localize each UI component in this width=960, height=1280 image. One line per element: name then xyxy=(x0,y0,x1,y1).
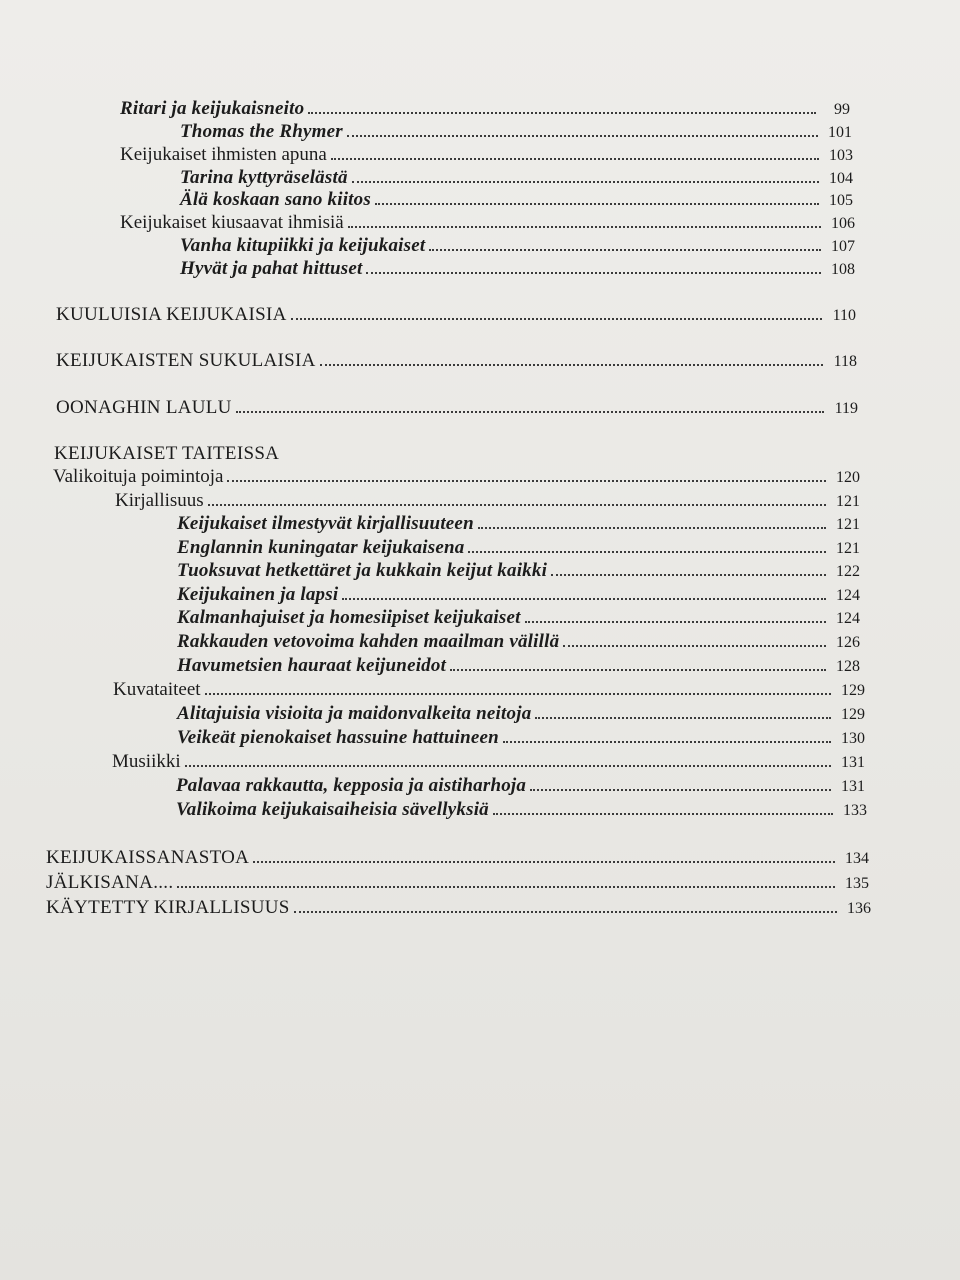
toc-entry-title: Rakkauden vetovoima kahden maailman välillä xyxy=(177,631,560,652)
toc-entry xyxy=(177,513,860,536)
toc-section-page: 110 xyxy=(832,307,856,324)
toc-entry-title: Musiikki xyxy=(112,751,181,772)
toc-entry xyxy=(115,490,860,513)
dot-leader xyxy=(347,135,818,137)
toc-entry-page: 121 xyxy=(836,516,860,533)
toc-entry xyxy=(180,189,853,212)
dot-leader xyxy=(530,789,831,791)
toc-entry-title: Keijukaiset ihmisten apuna xyxy=(120,144,327,165)
toc-section-page: 136 xyxy=(847,900,871,917)
toc-section xyxy=(56,350,857,373)
toc-section-page: 134 xyxy=(845,850,869,867)
toc-entry-title: Keijukaiset ilmestyvät kirjallisuuteen xyxy=(177,513,474,534)
toc-entry xyxy=(176,775,865,798)
toc-section-title: KÄYTETTY KIRJALLISUUS xyxy=(46,897,290,918)
toc-entry-page: 104 xyxy=(829,170,853,187)
toc-section-page: 118 xyxy=(833,353,857,370)
toc-entry-title: Älä koskaan sano kiitos xyxy=(180,189,371,210)
toc-entry-title: Kalmanhajuiset ja homesiipiset keijukaiset xyxy=(177,607,521,628)
toc-entry xyxy=(53,466,860,489)
toc-entry xyxy=(177,584,860,607)
toc-entry xyxy=(180,121,852,144)
toc-entry xyxy=(112,751,865,774)
dot-leader xyxy=(429,249,821,251)
toc-entry-title: Tarina kyttyräselästä xyxy=(180,167,348,188)
dot-leader xyxy=(450,669,826,671)
dot-leader xyxy=(177,886,835,888)
toc-entry xyxy=(177,537,860,560)
toc-entry-page: 121 xyxy=(836,540,860,557)
toc-section-title: KEIJUKAISSANASTOA xyxy=(46,847,250,868)
dot-leader xyxy=(308,112,816,114)
toc-entry-title: Kuvataiteet xyxy=(113,679,201,700)
toc-entry xyxy=(177,727,865,750)
toc-entry-page: 124 xyxy=(836,587,860,604)
toc-section-title: JÄLKISANA.... xyxy=(46,872,174,893)
toc-entry-title: Valikoima keijukaisaiheisia sävellyksiä xyxy=(176,799,489,820)
dot-leader xyxy=(205,693,831,695)
dot-leader xyxy=(208,504,826,506)
dot-leader xyxy=(352,181,819,183)
toc-entry-page: 99 xyxy=(834,101,850,118)
toc-section xyxy=(46,872,869,895)
toc-entry xyxy=(177,703,865,726)
toc-entry xyxy=(180,167,853,190)
toc-entry xyxy=(177,655,860,678)
dot-leader xyxy=(375,203,819,205)
dot-leader xyxy=(185,765,831,767)
toc-entry-page: 121 xyxy=(836,493,860,510)
toc-entry-page: 103 xyxy=(829,147,853,164)
dot-leader xyxy=(493,813,833,815)
toc-entry xyxy=(113,679,865,702)
toc-section-page: 135 xyxy=(845,875,869,892)
dot-leader xyxy=(331,158,819,160)
dot-leader xyxy=(342,598,826,600)
dot-leader xyxy=(525,621,826,623)
toc-entry xyxy=(120,98,850,121)
toc-entry xyxy=(177,560,860,583)
toc-entry xyxy=(177,607,860,630)
toc-entry-title: Havumetsien hauraat keijuneidot xyxy=(177,655,447,676)
dot-leader xyxy=(468,551,826,553)
toc-section xyxy=(46,897,871,920)
toc-entry-page: 105 xyxy=(829,192,853,209)
toc-section xyxy=(56,397,858,420)
dot-leader xyxy=(563,645,826,647)
toc-section xyxy=(46,847,869,870)
toc-entry xyxy=(176,799,867,822)
toc-entry xyxy=(180,258,855,281)
toc-entry-page: 129 xyxy=(841,682,865,699)
toc-entry xyxy=(180,235,855,258)
toc-entry-page: 101 xyxy=(828,124,852,141)
toc-entry-title: Veikeät pienokaiset hassuine hattuineen xyxy=(177,727,499,748)
toc-entry-page: 120 xyxy=(836,469,860,486)
toc-entry-title: Keijukaiset kiusaavat ihmisiä xyxy=(120,212,344,233)
toc-entry-page: 107 xyxy=(831,238,855,255)
dot-leader xyxy=(551,574,826,576)
toc-entry-title: Palavaa rakkautta, kepposia ja aistiharhoja xyxy=(176,775,527,796)
dot-leader xyxy=(227,480,826,482)
toc-section-title: OONAGHIN LAULU xyxy=(56,397,232,418)
dot-leader xyxy=(366,272,821,274)
toc-entry-title: Thomas the Rhymer xyxy=(180,121,343,142)
toc-entry-title: Alitajuisia visioita ja maidonvalkeita neitoja xyxy=(177,703,532,724)
toc-entry xyxy=(120,212,855,235)
toc-entry-title: Valikoituja poimintoja xyxy=(53,466,224,487)
toc-entry-title: Kirjallisuus xyxy=(115,490,204,511)
toc-entry-title: Englannin kuningatar keijukaisena xyxy=(177,537,465,558)
toc-section-title: KEIJUKAISTEN SUKULAISIA xyxy=(56,350,316,371)
toc-entry-title: Tuoksuvat hetkettäret ja kukkain keijut kaikki xyxy=(177,560,548,581)
toc-entry xyxy=(177,631,860,654)
dot-leader xyxy=(291,318,822,320)
section-heading: KEIJUKAISET TAITEISSA xyxy=(54,443,280,464)
dot-leader xyxy=(236,411,824,413)
toc-entry-page: 128 xyxy=(836,658,860,675)
dot-leader xyxy=(253,861,835,863)
dot-leader xyxy=(478,527,826,529)
toc-section xyxy=(56,304,856,327)
toc-entry-title: Hyvät ja pahat hittuset xyxy=(180,258,363,279)
toc-entry-page: 124 xyxy=(836,610,860,627)
dot-leader xyxy=(535,717,831,719)
toc-entry-page: 131 xyxy=(841,778,865,795)
toc-section-page: 119 xyxy=(834,400,858,417)
toc-section-title: KUULUISIA KEIJUKAISIA xyxy=(56,304,287,325)
toc-entry-page: 129 xyxy=(841,706,865,723)
toc-entry-page: 122 xyxy=(836,563,860,580)
toc-entry-page: 133 xyxy=(843,802,867,819)
dot-leader xyxy=(294,911,837,913)
dot-leader xyxy=(503,741,831,743)
toc-entry xyxy=(120,144,853,167)
dot-leader xyxy=(348,226,821,228)
dot-leader xyxy=(320,364,823,366)
toc-entry-title: Keijukainen ja lapsi xyxy=(177,584,339,605)
toc-entry-title: Vanha kitupiikki ja keijukaiset xyxy=(180,235,426,256)
toc-entry-page: 131 xyxy=(841,754,865,771)
toc-entry-title: Ritari ja keijukaisneito xyxy=(120,98,305,119)
toc-entry-page: 126 xyxy=(836,634,860,651)
toc-entry-page: 106 xyxy=(831,215,855,232)
toc-entry-page: 108 xyxy=(831,261,855,278)
toc-entry-page: 130 xyxy=(841,730,865,747)
